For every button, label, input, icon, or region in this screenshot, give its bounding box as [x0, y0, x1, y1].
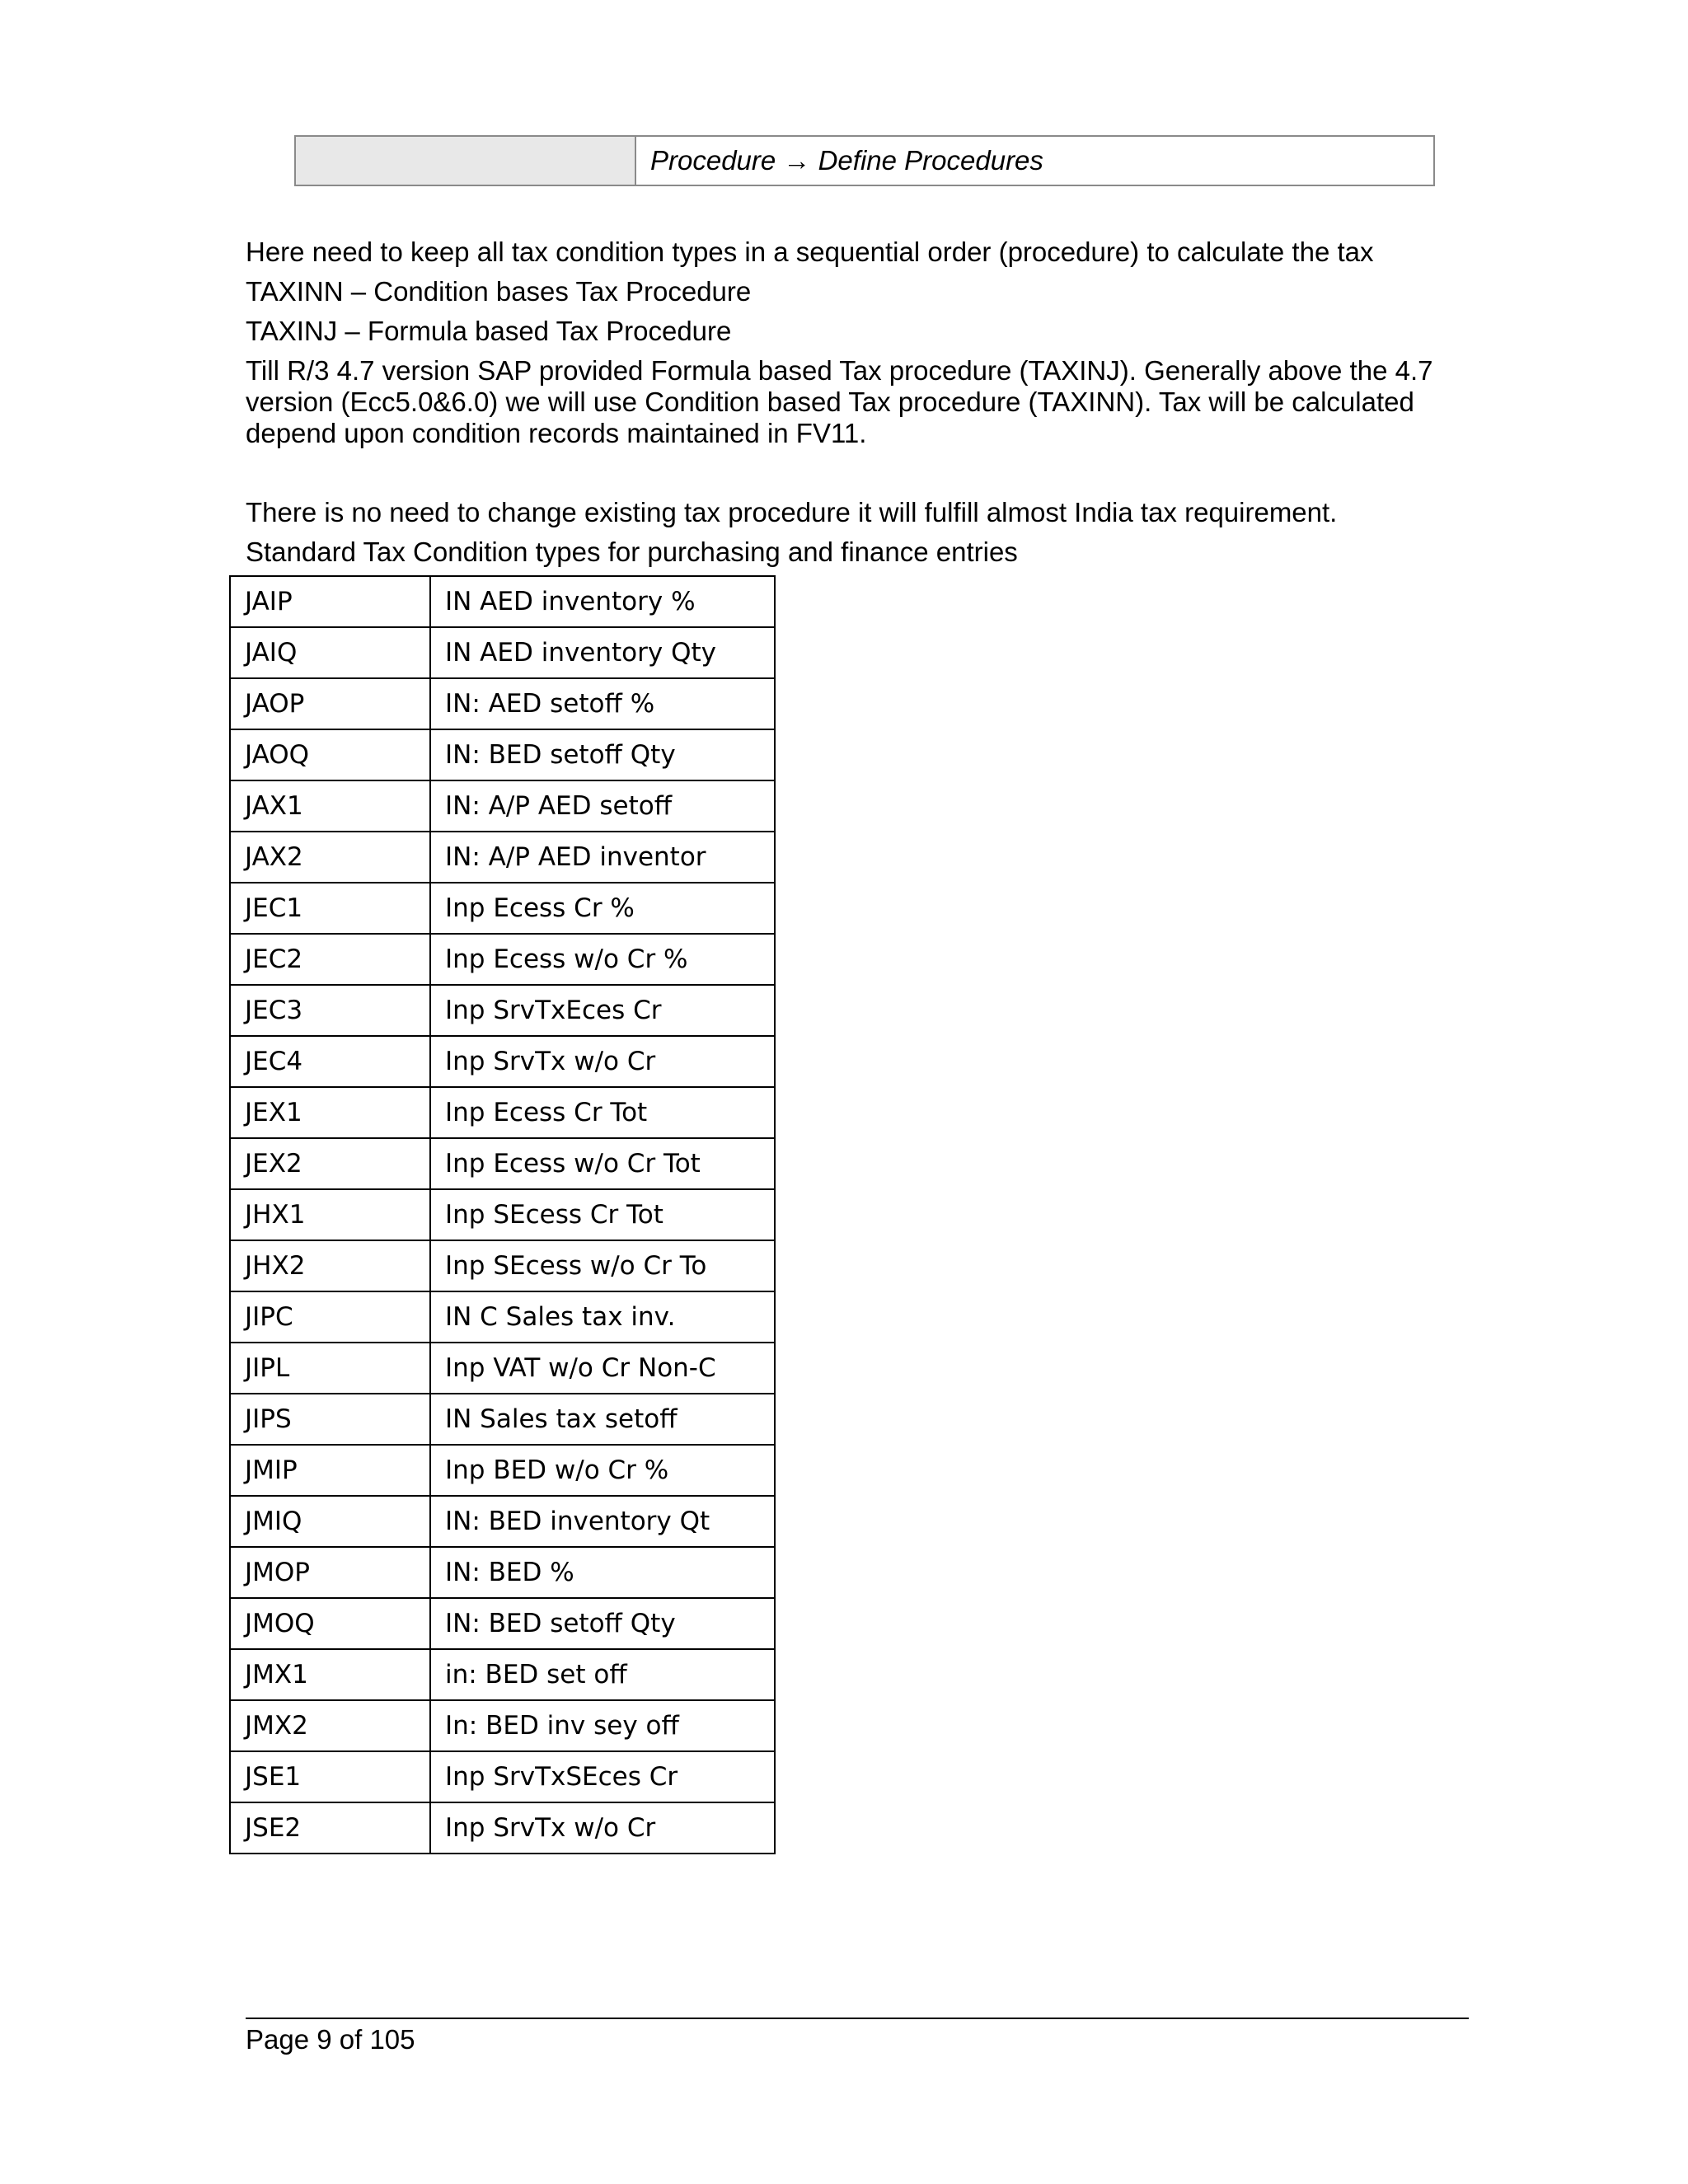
- condition-code-cell: JAOQ: [230, 729, 430, 780]
- condition-code-cell: JMX1: [230, 1649, 430, 1700]
- table-row: [230, 1189, 775, 1240]
- table-row: [230, 1138, 775, 1189]
- condition-code-cell: JMX2: [230, 1700, 430, 1751]
- paragraph-version-note: Till R/3 4.7 version SAP provided Formula based Tax procedure (TAXINJ). Generally above the 4.7 version (Ecc5.0&6.0) we will use Condition based Tax procedure (TAXINN). Tax will be calculated depend upon condition records maintained in FV11.: [246, 355, 1433, 448]
- condition-description-cell: Inp SrvTx w/o Cr: [430, 1802, 775, 1854]
- condition-description-cell: In: BED inv sey off: [430, 1700, 775, 1751]
- condition-description-cell: Inp SrvTx w/o Cr: [430, 1036, 775, 1087]
- condition-description-cell: IN: BED setoff Qty: [430, 729, 775, 780]
- menu-path-box: [294, 135, 1435, 186]
- paragraph-taxinn: TAXINN – Condition bases Tax Procedure: [246, 276, 752, 307]
- condition-code-cell: JHX1: [230, 1189, 430, 1240]
- condition-description-cell: IN: BED %: [430, 1547, 775, 1598]
- condition-code-cell: JAIP: [230, 576, 430, 627]
- condition-code-cell: JMIP: [230, 1445, 430, 1496]
- condition-code-cell: JAX1: [230, 780, 430, 832]
- condition-code-cell: JMOP: [230, 1547, 430, 1598]
- table-row: [230, 627, 775, 678]
- condition-code-cell: JAX2: [230, 832, 430, 883]
- condition-code-cell: JEX2: [230, 1138, 430, 1189]
- condition-code-cell: JHX2: [230, 1240, 430, 1291]
- condition-code-cell: JSE2: [230, 1802, 430, 1854]
- table-row: [230, 1343, 775, 1394]
- condition-description-cell: Inp SrvTxSEces Cr: [430, 1751, 775, 1802]
- condition-description-cell: IN AED inventory %: [430, 576, 775, 627]
- table-row: [230, 1649, 775, 1700]
- table-row: [230, 1291, 775, 1343]
- condition-code-cell: JMOQ: [230, 1598, 430, 1649]
- table-row: [230, 1598, 775, 1649]
- table-row: [230, 1751, 775, 1802]
- paragraph-table-caption: Standard Tax Condition types for purchasing and finance entries: [246, 537, 1018, 567]
- condition-description-cell: Inp Ecess Cr Tot: [430, 1087, 775, 1138]
- condition-code-cell: JEX1: [230, 1087, 430, 1138]
- condition-code-cell: JMIQ: [230, 1496, 430, 1547]
- table-row: [230, 1087, 775, 1138]
- condition-description-cell: IN Sales tax setoff: [430, 1394, 775, 1445]
- table-row: [230, 1445, 775, 1496]
- condition-code-cell: JEC4: [230, 1036, 430, 1087]
- condition-code-cell: JIPL: [230, 1343, 430, 1394]
- table-row: [230, 780, 775, 832]
- table-row: [230, 678, 775, 729]
- condition-description-cell: IN: A/P AED inventor: [430, 832, 775, 883]
- menu-path-text: Procedure → Define Procedures: [650, 145, 1043, 176]
- condition-description-cell: IN: BED setoff Qty: [430, 1598, 775, 1649]
- table-row: [230, 576, 775, 627]
- table-row: [230, 1394, 775, 1445]
- condition-description-cell: Inp BED w/o Cr %: [430, 1445, 775, 1496]
- condition-description-cell: Inp Ecess w/o Cr %: [430, 934, 775, 985]
- condition-types-table: [229, 575, 776, 1854]
- condition-description-cell: Inp VAT w/o Cr Non-C: [430, 1343, 775, 1394]
- condition-code-cell: JIPS: [230, 1394, 430, 1445]
- menu-path-blank-cell: [296, 137, 636, 185]
- condition-description-cell: Inp SrvTxEces Cr: [430, 985, 775, 1036]
- paragraph-taxinj: TAXINJ – Formula based Tax Procedure: [246, 316, 732, 346]
- condition-description-cell: IN: A/P AED setoff: [430, 780, 775, 832]
- table-row: [230, 1036, 775, 1087]
- table-row: [230, 1240, 775, 1291]
- paragraph-intro: Here need to keep all tax condition types in a sequential order (procedure) to calculate the tax: [246, 237, 1374, 267]
- condition-code-cell: JAOP: [230, 678, 430, 729]
- table-row: [230, 832, 775, 883]
- table-row: [230, 934, 775, 985]
- paragraph-no-change: There is no need to change existing tax procedure it will fulfill almost India tax requirement.: [246, 497, 1338, 527]
- table-row: [230, 883, 775, 934]
- table-row: [230, 985, 775, 1036]
- table-row: [230, 729, 775, 780]
- condition-description-cell: Inp Ecess Cr %: [430, 883, 775, 934]
- condition-description-cell: Inp SEcess Cr Tot: [430, 1189, 775, 1240]
- condition-description-cell: IN AED inventory Qty: [430, 627, 775, 678]
- condition-code-cell: JEC1: [230, 883, 430, 934]
- footer-divider: [246, 2018, 1469, 2019]
- condition-description-cell: in: BED set off: [430, 1649, 775, 1700]
- condition-code-cell: JIPC: [230, 1291, 430, 1343]
- table-row: [230, 1700, 775, 1751]
- table-row: [230, 1547, 775, 1598]
- page-number: Page 9 of 105: [246, 2024, 415, 2055]
- condition-types-table-body: [230, 576, 775, 1854]
- table-row: [230, 1802, 775, 1854]
- condition-code-cell: JSE1: [230, 1751, 430, 1802]
- condition-code-cell: JEC2: [230, 934, 430, 985]
- condition-description-cell: IN: AED setoff %: [430, 678, 775, 729]
- condition-description-cell: Inp Ecess w/o Cr Tot: [430, 1138, 775, 1189]
- table-row: [230, 1496, 775, 1547]
- condition-description-cell: IN: BED inventory Qt: [430, 1496, 775, 1547]
- condition-code-cell: JAIQ: [230, 627, 430, 678]
- condition-description-cell: IN C Sales tax inv.: [430, 1291, 775, 1343]
- condition-code-cell: JEC3: [230, 985, 430, 1036]
- condition-description-cell: Inp SEcess w/o Cr To: [430, 1240, 775, 1291]
